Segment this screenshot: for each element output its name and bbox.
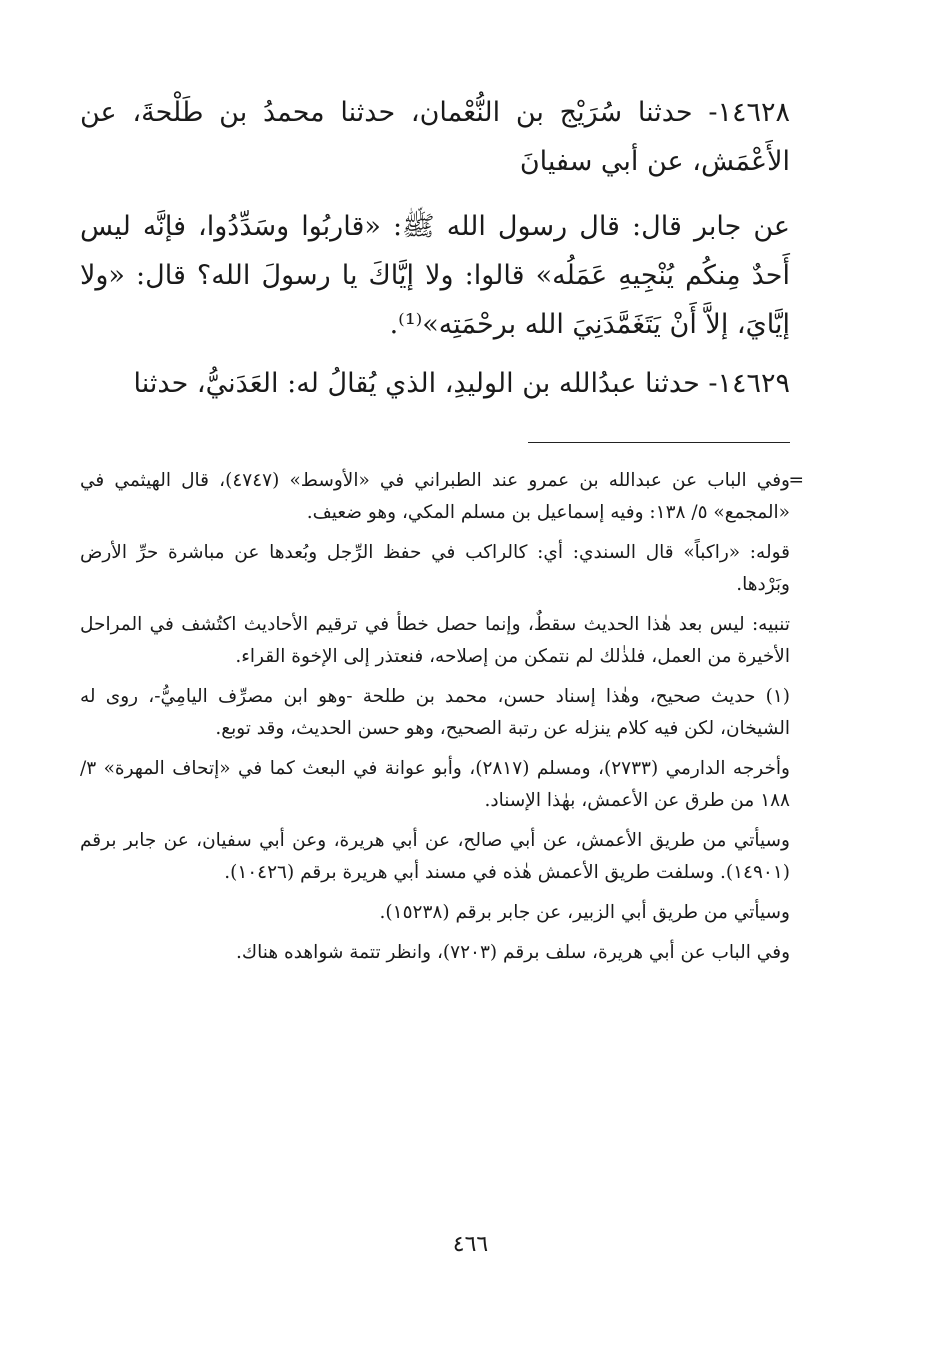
hadith-14628-matn: عن جابر قال: قال رسول الله ﷺ: «قاربُوا وسَدِّدُوا، فإنَّه ليس أَحدٌ مِنكُم يُنْجِيهِ عَمَلُه» قالوا: ولا إيَّاكَ يا رسولَ الله؟ قال: «ولا إيَّايَ، إلاَّ أَنْ يَتَغَمَّدَنِيَ الله برحْمَتِه»⁽¹⁾. [80, 211, 790, 340]
footnote-divider [528, 442, 790, 443]
footnote-paragraph-8: وفي الباب عن أبي هريرة، سلف برقم (٧٢٠٣)، وانظر تتمة شواهده هناك. [236, 942, 790, 963]
hadith-14628-isnad: ١٤٦٢٨- حدثنا سُرَيْج بن النُّعْمان، حدثنا محمدُ بن طَلْحةَ، عن الأَعْمَش، عن أبي سفيانَ [80, 97, 790, 177]
page-number: ٤٦٦ [452, 1232, 489, 1257]
continuation-mark: = [788, 470, 804, 491]
footnote-paragraph-1 [80, 465, 804, 529]
footnote-paragraph-5: وأخرجه الدارمي (٢٧٣٣)، ومسلم (٢٨١٧)، وأبو عوانة في البعث كما في «إتحاف المهرة» ٣/ ١٨٨ من طرق عن الأعمش، بهٰذا الإسناد. [80, 758, 790, 811]
hadith-14629-isnad: ١٤٦٢٩- حدثنا عبدُالله بن الوليدِ، الذي يُقالُ له: العَدَنيُّ، حدثنا [133, 368, 790, 399]
footnote-paragraph-4: (١) حديث صحيح، وهٰذا إسناد حسن، محمد بن طلحة -وهو ابن مصرِّف اليامِيُّ-، روى له الشيخان، لكن فيه كلام ينزله عن رتبة الصحيح، وهو حسن الحديث، وقد توبع. [80, 686, 790, 739]
footnotes [80, 465, 804, 969]
footnote-paragraph-1-text: وفي الباب عن عبدالله بن عمرو عند الطبراني في «الأوسط» (٤٧٤٧)، قال الهيثمي في «المجمع» ٥/ ١٣٨: وفيه إسماعيل بن مسلم المكي، وهو ضعيف. [80, 470, 790, 523]
footnote-paragraph-2: قوله: «راكباً» قال السندي: أي: كالراكب في حفظ الرِّجل وبُعدها عن مباشرة حرِّ الأرض وبَرْدها. [80, 542, 790, 595]
page-body [80, 88, 804, 969]
footnote-paragraph-6: وسيأتي من طريق الأعمش، عن أبي صالح، عن أبي هريرة، وعن أبي سفيان، عن جابر برقم (١٤٩٠١). وسلفت طريق الأعمش هٰذه في مسند أبي هريرة برقم (١٠٤٢٦). [80, 830, 790, 883]
main-text [80, 88, 790, 408]
footnote-paragraph-3: تنبيه: ليس بعد هٰذا الحديث سقطٌ، وإنما حصل خطأ في ترقيم الأحاديث اكتُشف في المراحل الأخيرة من العمل، فلذٰلك لم نتمكن من إصلاحه، فنعتذر إلى الإخوة القراء. [80, 614, 790, 667]
footnote-paragraph-7: وسيأتي من طريق أبي الزبير، عن جابر برقم (١٥٢٣٨). [379, 902, 790, 923]
